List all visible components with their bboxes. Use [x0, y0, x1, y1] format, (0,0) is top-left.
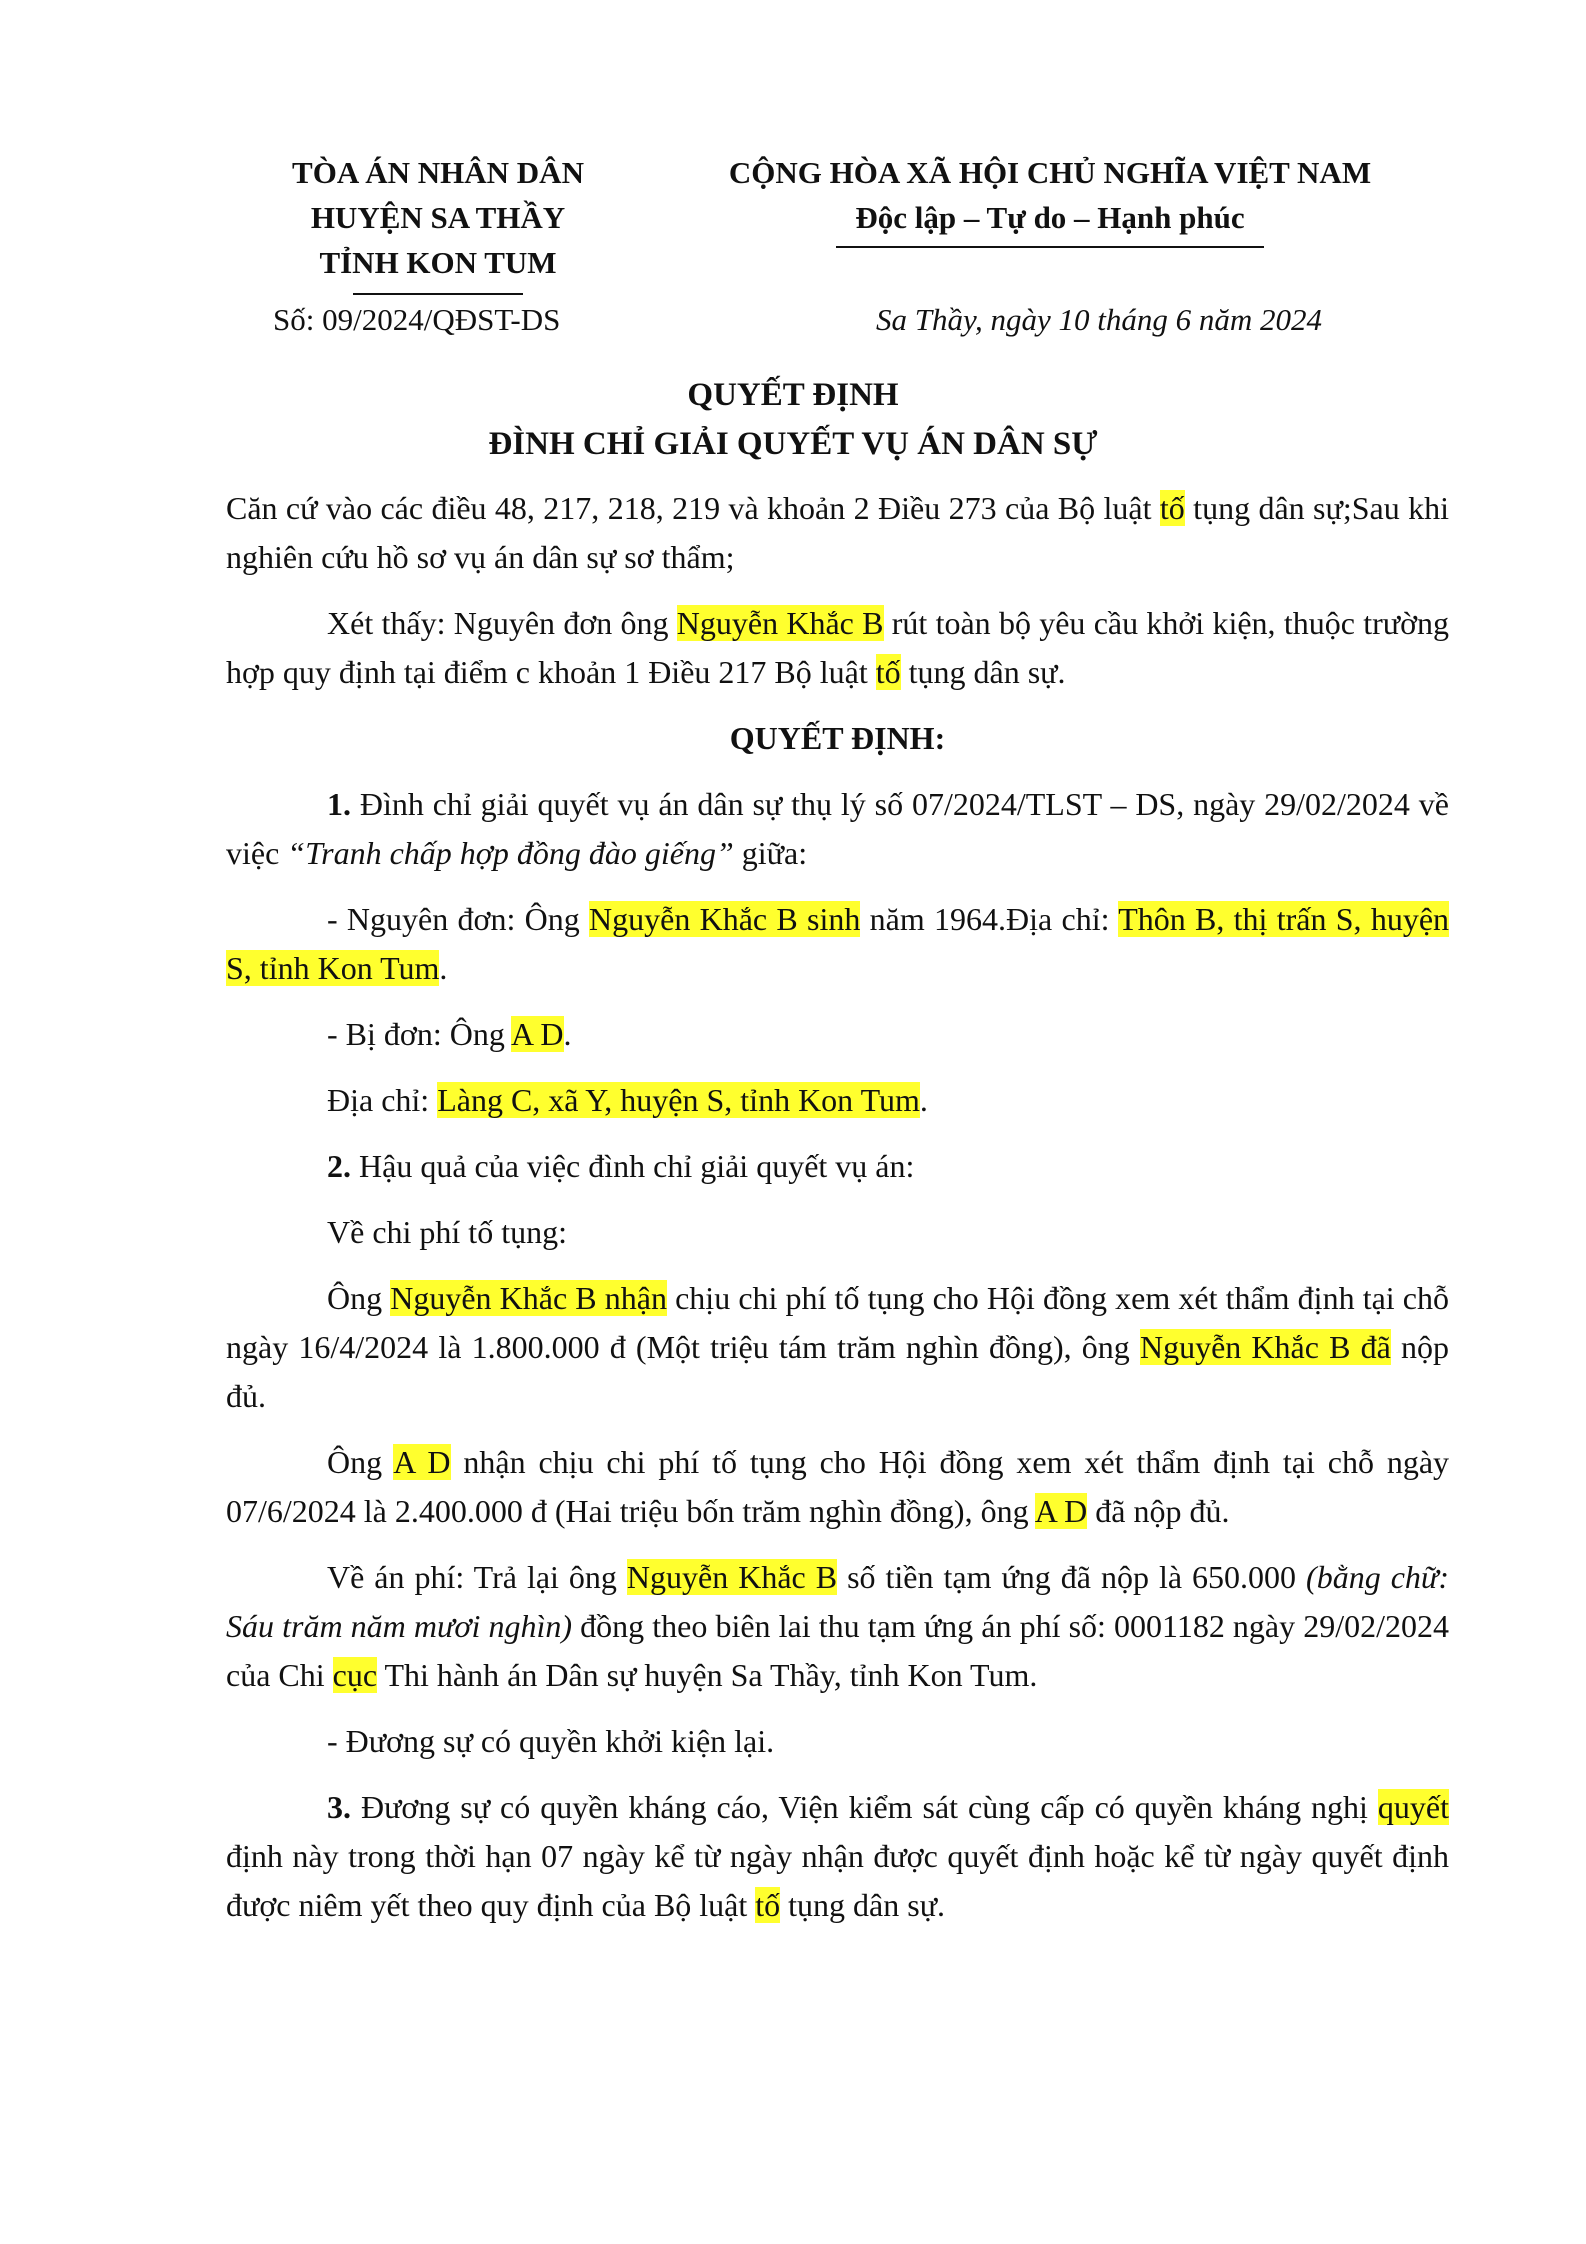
title-line-1: QUYẾT ĐỊNH [687, 377, 899, 413]
decision-heading: QUYẾT ĐỊNH: [729, 720, 946, 756]
costs-heading: Về chi phí tố tụng: [327, 1214, 567, 1250]
decision-body [226, 484, 1449, 1930]
place-date: Sa Thầy, ngày 10 tháng 6 năm 2024 [876, 302, 1323, 337]
defendant-line: - Bị đơn: Ông A D. [327, 1016, 572, 1052]
court-line-1: TÒA ÁN NHÂN DÂN [292, 155, 584, 190]
item-1: 1. Đình chỉ giải quyết vụ án dân sự thụ lý số 07/2024/TLST – DS, ngày 29/02/2024 về việc “Tranh chấp hợp đồng đào giếng” giữa: [226, 786, 1449, 871]
court-fee: Về án phí: Trả lại ông Nguyễn Khắc B số tiền tạm ứng đã nộp là 650.000 (bằng chữ: Sáu trăm năm mươi nghìn) đồng theo biên lai thu tạm ứng án phí số: 0001182 ngày 29/02/2024 của Chi cục Thi hành án Dân sự huyện Sa Thầy, tỉnh Kon Tum. [226, 1559, 1450, 1693]
cost-plaintiff: Ông Nguyễn Khắc B nhận chịu chi phí tố tụng cho Hội đồng xem xét thẩm định tại chỗ ngày 16/4/2024 là 1.800.000 đ (Một triệu tám trăm nghìn đồng), ông Nguyễn Khắc B đã nộp đủ. [226, 1280, 1450, 1414]
national-motto-block [670, 150, 1430, 248]
motto: Độc lập – Tự do – Hạnh phúc [855, 200, 1245, 235]
relitigate-line: - Đương sự có quyền khởi kiện lại. [327, 1723, 775, 1759]
decision-number: Số: 09/2024/QĐST-DS [273, 302, 561, 337]
court-underline [353, 293, 523, 295]
item-3: 3. Đương sự có quyền kháng cáo, Viện kiểm sát cùng cấp có quyền kháng nghị quyết định này trong thời hạn 07 ngày kể từ ngày nhận được quyết định hoặc kể từ ngày quyết định được niêm yết theo quy định của Bộ luật tố tụng dân sự. [226, 1789, 1449, 1923]
consider-paragraph: Xét thấy: Nguyên đơn ông Nguyễn Khắc B rút toàn bộ yêu cầu khởi kiện, thuộc trường hợp quy định tại điểm c khoản 1 Điều 217 Bộ luật tố tụng dân sự. [226, 605, 1450, 690]
basis-paragraph: Căn cứ vào các điều 48, 217, 218, 219 và khoản 2 Điều 273 của Bộ luật tố tụng dân sự;Sau khi nghiên cứu hồ sơ vụ án dân sự sơ thẩm; [226, 490, 1450, 575]
court-line-2: HUYỆN SA THẦY [310, 200, 566, 235]
court-line-3: TỈNH KON TUM [319, 245, 557, 280]
nation-title: CỘNG HÒA XÃ HỘI CHỦ NGHĨA VIỆT NAM [728, 155, 1372, 190]
court-name-block [228, 150, 648, 295]
item-2: 2. Hậu quả của việc đình chỉ giải quyết vụ án: [327, 1148, 915, 1184]
cost-defendant: Ông A D nhận chịu chi phí tố tụng cho Hội đồng xem xét thẩm định tại chỗ ngày 07/6/2024 là 2.400.000 đ (Hai triệu bốn trăm nghìn đồng), ông A D đã nộp đủ. [226, 1444, 1450, 1529]
motto-underline [836, 246, 1264, 248]
title-line-2: ĐÌNH CHỈ GIẢI QUYẾT VỤ ÁN DÂN SỰ [488, 426, 1098, 462]
plaintiff-line: - Nguyên đơn: Ông Nguyễn Khắc B sinh năm 1964.Địa chỉ: Thôn B, thị trấn S, huyện S, tỉnh Kon Tum. [226, 901, 1450, 986]
defendant-address: Địa chỉ: Làng C, xã Y, huyện S, tỉnh Kon Tum. [327, 1082, 928, 1118]
